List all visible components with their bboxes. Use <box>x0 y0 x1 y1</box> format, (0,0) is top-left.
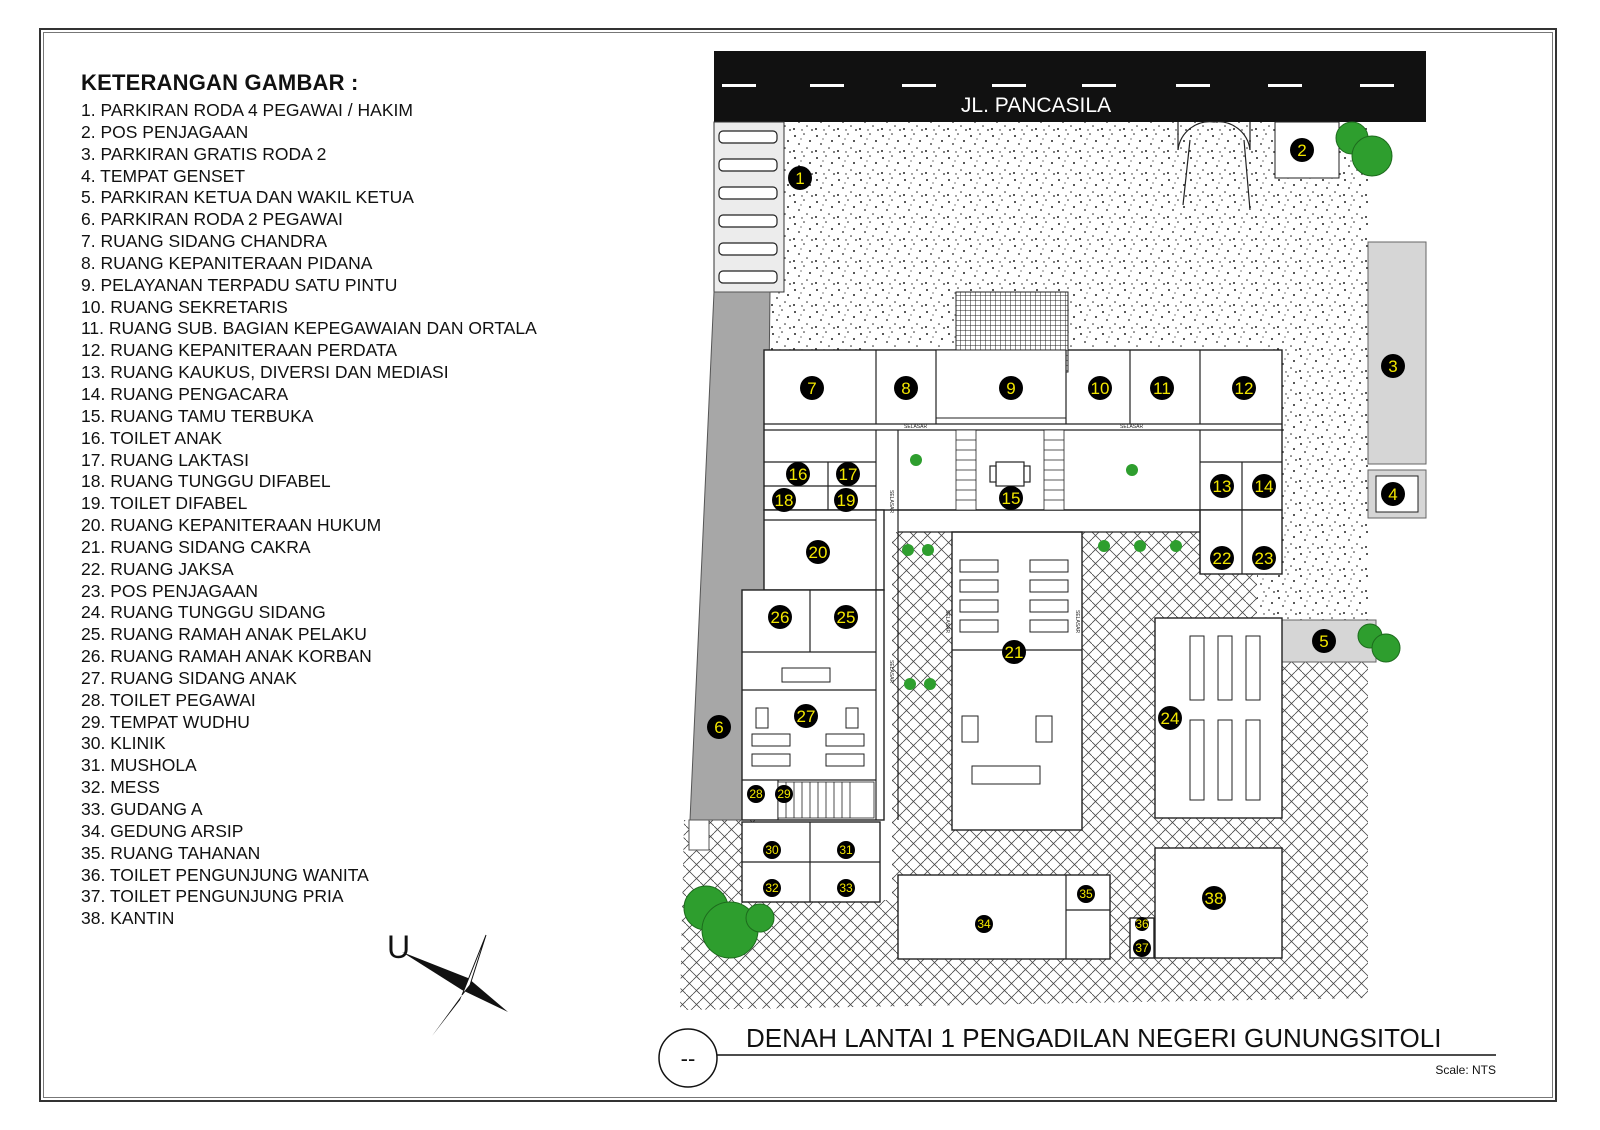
legend-item: 33. GUDANG A <box>81 799 203 819</box>
room-marker-23 <box>1252 546 1276 570</box>
legend-item: 9. PELAYANAN TERPADU SATU PINTU <box>81 274 398 295</box>
room-marker-37 <box>1133 939 1151 957</box>
svg-text:8: 8 <box>901 379 911 398</box>
room-marker-33 <box>837 879 855 897</box>
legend-item: 32. MESS <box>81 777 160 798</box>
legend-item: 28. TOILET PEGAWAI <box>81 689 256 710</box>
svg-text:29: 29 <box>777 787 791 801</box>
room-marker-19 <box>834 488 858 512</box>
svg-text:35: 35 <box>1079 887 1093 901</box>
svg-text:21: 21 <box>1004 643 1024 662</box>
room-marker-2 <box>1290 138 1314 162</box>
room-marker-21 <box>1002 640 1026 664</box>
svg-text:13: 13 <box>1212 477 1232 496</box>
svg-text:38: 38 <box>1204 889 1224 908</box>
svg-text:5: 5 <box>1319 632 1329 651</box>
legend-item: 22. RUANG JAKSA <box>81 558 234 579</box>
north-label: U <box>387 929 411 965</box>
svg-text:20: 20 <box>808 543 828 562</box>
room-marker-7 <box>800 376 824 400</box>
room-marker-22 <box>1210 546 1234 570</box>
svg-text:27: 27 <box>796 707 816 726</box>
svg-text:23: 23 <box>1254 549 1274 568</box>
legend-item: 20. RUANG KEPANITERAAN HUKUM <box>81 515 382 536</box>
legend-item: 8. RUANG KEPANITERAAN PIDANA <box>81 252 373 273</box>
svg-text:15: 15 <box>1001 489 1021 508</box>
svg-text:SELASAR: SELASAR <box>1074 610 1080 634</box>
legend-item: 5. PARKIRAN KETUA DAN WAKIL KETUA <box>81 187 414 208</box>
legend-item: 13. RUANG KAUKUS, DIVERSI DAN MEDIASI <box>81 362 449 383</box>
room-marker-18 <box>772 488 796 512</box>
legend-item: 14. RUANG PENGACARA <box>81 383 289 404</box>
svg-text:16: 16 <box>788 465 808 484</box>
motorcycle-parking-free <box>1368 242 1426 464</box>
room-marker-16 <box>786 462 810 486</box>
legend-item: 16. TOILET ANAK <box>81 427 223 448</box>
svg-text:19: 19 <box>836 491 856 510</box>
svg-text:36: 36 <box>1135 917 1149 931</box>
room-marker-26 <box>768 605 792 629</box>
svg-text:7: 7 <box>807 379 817 398</box>
room-marker-34 <box>975 915 993 933</box>
svg-text:33: 33 <box>839 881 853 895</box>
legend-item: 3. PARKIRAN GRATIS RODA 2 <box>81 143 327 164</box>
plan-title: DENAH LANTAI 1 PENGADILAN NEGERI GUNUNGSITOLI <box>746 1023 1442 1053</box>
room-marker-1 <box>788 166 812 190</box>
room-marker-6 <box>707 715 731 739</box>
svg-text:SELASAR: SELASAR <box>888 660 894 684</box>
svg-text:6: 6 <box>714 718 724 737</box>
svg-text:22: 22 <box>1212 549 1232 568</box>
legend-item: 7. RUANG SIDANG CHANDRA <box>81 231 328 252</box>
svg-text:10: 10 <box>1090 379 1110 398</box>
legend-item: 15. RUANG TAMU TERBUKA <box>81 405 314 426</box>
svg-text:1: 1 <box>795 169 805 188</box>
room-marker-10 <box>1088 376 1112 400</box>
room-marker-15 <box>999 486 1023 510</box>
legend-item: 37. TOILET PENGUNJUNG PRIA <box>81 886 344 907</box>
legend-item: 31. MUSHOLA <box>81 755 197 776</box>
room-marker-14 <box>1252 474 1276 498</box>
car-parking <box>714 122 784 292</box>
plan-scale: Scale: NTS <box>1435 1063 1496 1077</box>
legend-item: 23. POS PENJAGAAN <box>81 580 259 601</box>
legend-item: 38. KANTIN <box>81 908 175 929</box>
legend-item: 30. KLINIK <box>81 733 166 754</box>
svg-text:SELASAR: SELASAR <box>944 610 950 634</box>
room-marker-29 <box>775 785 793 803</box>
room-marker-20 <box>806 540 830 564</box>
svg-text:3: 3 <box>1388 357 1398 376</box>
room-marker-17 <box>836 462 860 486</box>
room-marker-4 <box>1381 482 1405 506</box>
room-marker-13 <box>1210 474 1234 498</box>
room-marker-12 <box>1232 376 1256 400</box>
legend-item: 25. RUANG RAMAH ANAK PELAKU <box>81 624 367 645</box>
svg-text:2: 2 <box>1297 141 1307 160</box>
legend-item: 17. RUANG LAKTASI <box>81 449 249 470</box>
legend-item: 10. RUANG SEKRETARIS <box>81 296 288 317</box>
legend-title: KETERANGAN GAMBAR : <box>81 70 359 95</box>
svg-text:9: 9 <box>1006 379 1016 398</box>
room-marker-5 <box>1312 629 1336 653</box>
title-block <box>659 1023 1496 1087</box>
svg-text:37: 37 <box>1135 941 1149 955</box>
svg-text:31: 31 <box>839 843 853 857</box>
svg-text:25: 25 <box>836 608 856 627</box>
room-marker-9 <box>999 376 1023 400</box>
room-marker-28 <box>747 785 765 803</box>
room-marker-38 <box>1202 886 1226 910</box>
legend-item: 35. RUANG TAHANAN <box>81 842 261 863</box>
room-marker-30 <box>763 841 781 859</box>
room-marker-3 <box>1381 354 1405 378</box>
svg-text:32: 32 <box>765 881 779 895</box>
svg-text:SELASAR: SELASAR <box>1120 424 1144 430</box>
legend-item: 2. POS PENJAGAAN <box>81 121 249 142</box>
svg-text:14: 14 <box>1254 477 1274 496</box>
legend-item: 18. RUANG TUNGGU DIFABEL <box>81 471 331 492</box>
legend-item: 34. GEDUNG ARSIP <box>81 820 244 841</box>
svg-text:28: 28 <box>749 787 763 801</box>
svg-text:18: 18 <box>774 491 794 510</box>
legend-item: 1. PARKIRAN RODA 4 PEGAWAI / HAKIM <box>81 100 413 120</box>
svg-text:26: 26 <box>770 608 790 627</box>
svg-text:17: 17 <box>838 465 858 484</box>
svg-text:SELASAR: SELASAR <box>904 424 928 430</box>
lobby-sofa <box>990 462 1030 486</box>
parking-post <box>689 820 709 850</box>
svg-text:34: 34 <box>977 917 991 931</box>
room-marker-27 <box>794 704 818 728</box>
section-mark: -- <box>680 1046 696 1071</box>
svg-text:4: 4 <box>1388 485 1398 504</box>
room-marker-31 <box>837 841 855 859</box>
svg-text:11: 11 <box>1153 379 1171 398</box>
legend-item: 36. TOILET PENGUNJUNG WANITA <box>81 864 369 885</box>
room-marker-35 <box>1077 885 1095 903</box>
svg-text:12: 12 <box>1234 379 1254 398</box>
svg-text:24: 24 <box>1160 709 1180 728</box>
west-yard-gravel <box>764 290 864 350</box>
svg-text:30: 30 <box>765 843 779 857</box>
legend-item: 26. RUANG RAMAH ANAK KORBAN <box>81 646 372 667</box>
room-marker-11 <box>1150 376 1174 400</box>
legend-item: 24. RUANG TUNGGU SIDANG <box>81 602 326 623</box>
street-name: JL. PANCASILA <box>960 94 1112 117</box>
legend-item: 21. RUANG SIDANG CAKRA <box>81 536 311 557</box>
legend-item: 19. TOILET DIFABEL <box>81 493 248 514</box>
room-marker-24 <box>1158 706 1182 730</box>
legend-item: 4. TEMPAT GENSET <box>81 165 246 186</box>
legend-item: 29. TEMPAT WUDHU <box>81 711 250 732</box>
legend-item: 27. RUANG SIDANG ANAK <box>81 667 297 688</box>
legend-item: 6. PARKIRAN RODA 2 PEGAWAI <box>81 209 343 230</box>
room-marker-25 <box>834 605 858 629</box>
room-marker-8 <box>894 376 918 400</box>
north-arrow <box>387 929 508 1036</box>
legend-item: 11. RUANG SUB. BAGIAN KEPEGAWAIAN DAN ORTALA <box>81 318 537 339</box>
svg-text:SELASAR: SELASAR <box>888 490 894 514</box>
room-marker-36 <box>1135 917 1149 931</box>
legend-item: 12. RUANG KEPANITERAAN PERDATA <box>81 340 398 361</box>
room-marker-32 <box>763 879 781 897</box>
